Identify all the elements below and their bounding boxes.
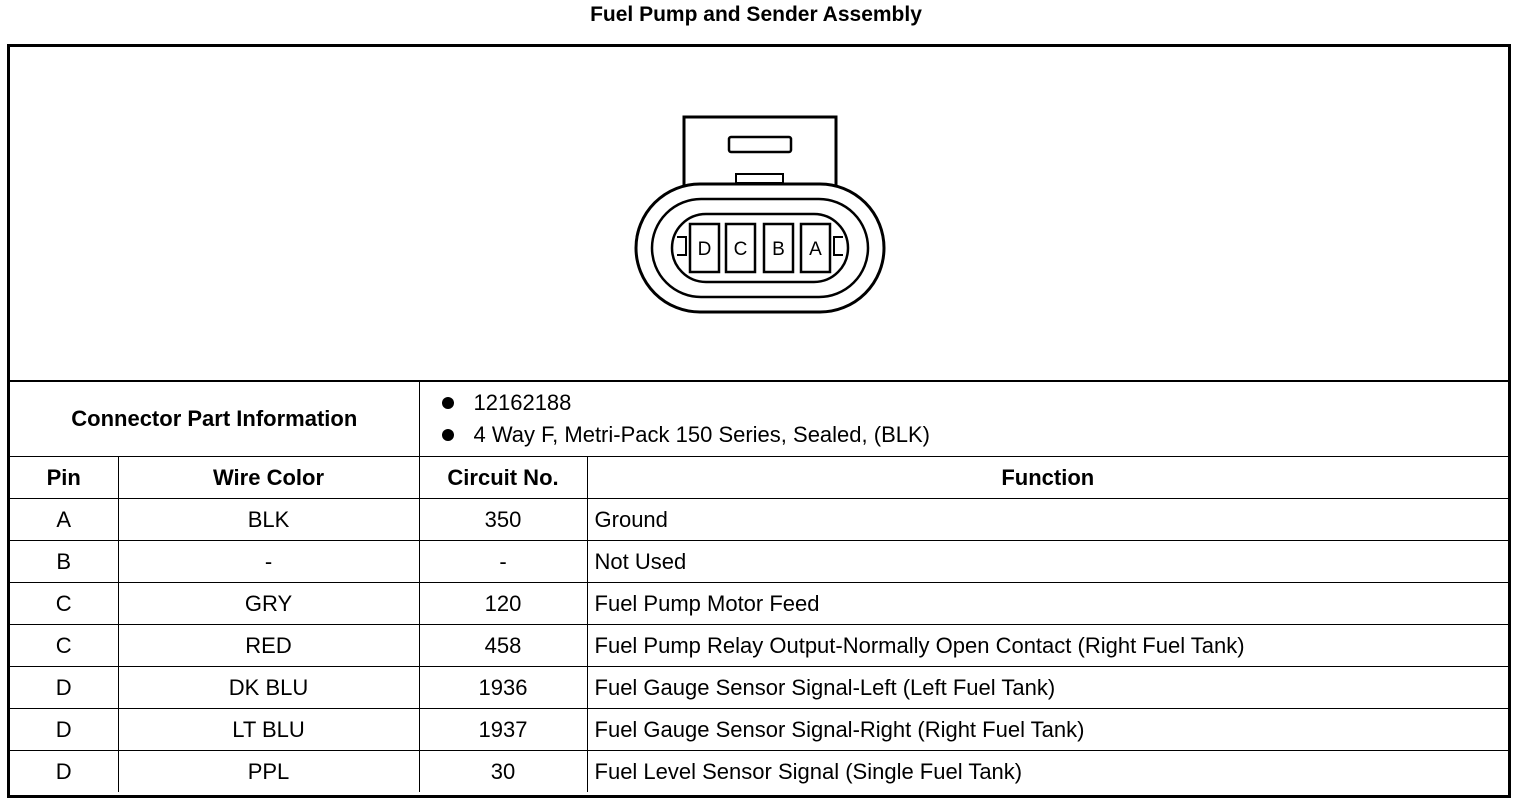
cell-wire-color: RED	[118, 625, 419, 667]
lock-tab-slot	[729, 137, 791, 152]
part-info-row	[10, 381, 1508, 457]
cell-pin: C	[10, 625, 118, 667]
table-row	[10, 667, 1508, 709]
cell-wire-color: LT BLU	[118, 709, 419, 751]
cell-circuit-no: -	[419, 541, 587, 583]
cell-circuit-no: 458	[419, 625, 587, 667]
connector-sheet	[7, 44, 1511, 798]
cell-function: Fuel Pump Relay Output-Normally Open Contact (Right Fuel Tank)	[587, 625, 1508, 667]
cell-wire-color: PPL	[118, 751, 419, 793]
cell-circuit-no: 30	[419, 751, 587, 793]
connector-drawing	[10, 47, 1508, 380]
cell-pin: A	[10, 499, 118, 541]
cell-wire-color: -	[118, 541, 419, 583]
table-row	[10, 751, 1508, 793]
cell-pin: D	[10, 709, 118, 751]
table-row	[10, 541, 1508, 583]
connector-diagram	[10, 47, 1508, 380]
cell-pin: D	[10, 667, 118, 709]
table-row	[10, 625, 1508, 667]
table-row	[10, 499, 1508, 541]
bullet-icon	[442, 429, 454, 441]
cell-pin: B	[10, 541, 118, 583]
header-function: Function	[587, 457, 1508, 499]
pin-b-label: B	[772, 239, 785, 260]
part-info-item	[442, 419, 1509, 451]
cell-pin: C	[10, 583, 118, 625]
page-title: Fuel Pump and Sender Assembly	[590, 3, 922, 26]
cell-wire-color: GRY	[118, 583, 419, 625]
header-circuit-no: Circuit No.	[419, 457, 587, 499]
part-description: 4 Way F, Metri-Pack 150 Series, Sealed, (BLK)	[473, 422, 930, 447]
cell-circuit-no: 1936	[419, 667, 587, 709]
pin-d-label: D	[697, 239, 712, 260]
part-number: 12162188	[473, 390, 572, 415]
cell-function: Ground	[587, 499, 1508, 541]
part-info-list	[419, 381, 1508, 457]
pin-a-label: A	[809, 239, 822, 260]
pin-c-label: C	[733, 239, 748, 260]
header-wire-color: Wire Color	[118, 457, 419, 499]
table-row	[10, 583, 1508, 625]
cell-circuit-no: 120	[419, 583, 587, 625]
bullet-icon	[442, 397, 454, 409]
cell-function: Fuel Gauge Sensor Signal-Left (Left Fuel Tank)	[587, 667, 1508, 709]
cell-function: Fuel Gauge Sensor Signal-Right (Right Fuel Tank)	[587, 709, 1508, 751]
part-info-item	[442, 387, 1509, 419]
part-info-label: Connector Part Information	[10, 381, 419, 457]
pinout-table	[10, 380, 1508, 792]
cell-function: Fuel Level Sensor Signal (Single Fuel Tank)	[587, 751, 1508, 793]
cell-circuit-no: 350	[419, 499, 587, 541]
header-pin: Pin	[10, 457, 118, 499]
cell-wire-color: DK BLU	[118, 667, 419, 709]
cell-function: Not Used	[587, 541, 1508, 583]
cell-circuit-no: 1937	[419, 709, 587, 751]
table-header-row	[10, 457, 1508, 499]
cell-wire-color: BLK	[118, 499, 419, 541]
cell-pin: D	[10, 751, 118, 793]
table-row	[10, 709, 1508, 751]
lock-tab-latch	[736, 174, 783, 183]
cell-function: Fuel Pump Motor Feed	[587, 583, 1508, 625]
